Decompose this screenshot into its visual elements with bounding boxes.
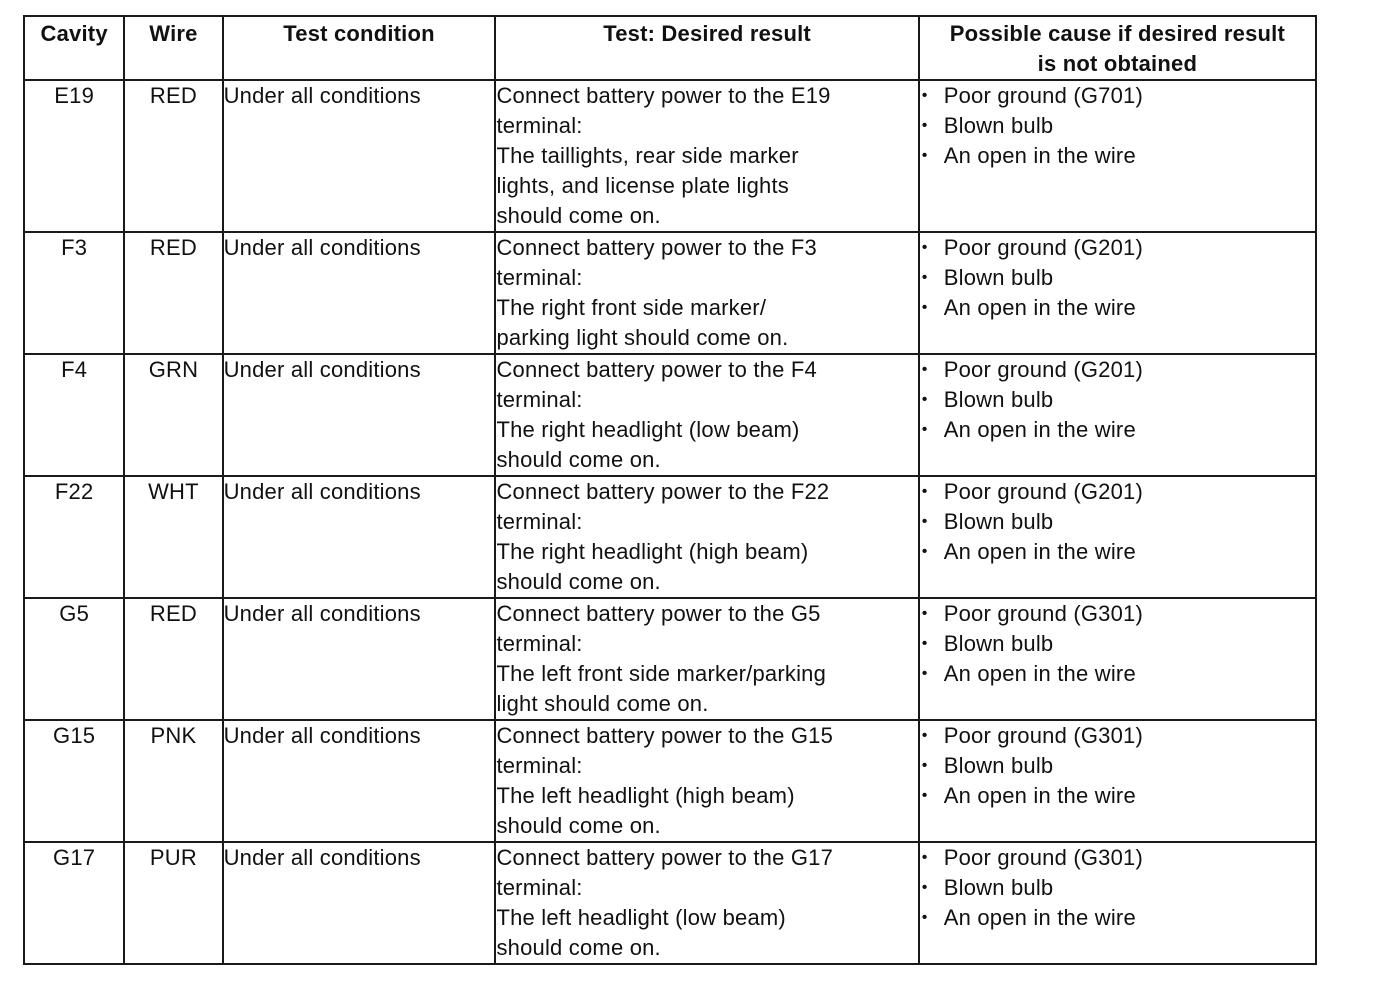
possible-cause-text: Blown bulb <box>943 631 1054 656</box>
table-row <box>24 80 1316 232</box>
bullet-icon: • <box>921 147 928 164</box>
bullet-icon: • <box>921 635 928 652</box>
bullet-icon: • <box>921 299 928 316</box>
bullet-icon: • <box>921 269 928 286</box>
bullet-icon: • <box>921 361 928 378</box>
possible-cause-text: An open in the wire <box>943 143 1136 168</box>
bullet-icon: • <box>921 513 928 530</box>
possible-cause-cell <box>919 598 1316 720</box>
possible-cause-item <box>920 263 1315 293</box>
desired-result-line: should come on. <box>496 203 661 228</box>
bullet-icon: • <box>921 87 928 104</box>
possible-cause-list <box>920 721 1315 811</box>
table-row <box>24 598 1316 720</box>
desired-result-line: terminal: <box>496 875 583 900</box>
possible-cause-text: An open in the wire <box>943 905 1136 930</box>
desired-result-line: terminal: <box>496 631 583 656</box>
desired-result-cell <box>495 476 918 598</box>
wire-cell: PNK <box>124 720 222 842</box>
possible-cause-item <box>920 781 1315 811</box>
possible-cause-item <box>920 873 1315 903</box>
desired-result-line: Connect battery power to the F3 <box>496 235 817 260</box>
test-table-sheet <box>23 15 1317 965</box>
header-desired-result: Test: Desired result <box>495 16 918 80</box>
possible-cause-item <box>920 751 1315 781</box>
desired-result-line: should come on. <box>496 935 661 960</box>
desired-result-line: The left headlight (high beam) <box>496 783 795 808</box>
table-row <box>24 720 1316 842</box>
possible-cause-cell <box>919 354 1316 476</box>
cavity-cell: G5 <box>24 598 124 720</box>
bullet-icon: • <box>921 543 928 560</box>
possible-cause-item <box>920 629 1315 659</box>
table-row <box>24 476 1316 598</box>
possible-cause-list <box>920 843 1315 933</box>
desired-result-line: Connect battery power to the E19 <box>496 83 831 108</box>
possible-cause-text: Poor ground (G301) <box>943 723 1144 748</box>
desired-result-cell <box>495 354 918 476</box>
possible-cause-cell <box>919 80 1316 232</box>
bullet-icon: • <box>921 483 928 500</box>
possible-cause-text: Poor ground (G201) <box>943 479 1144 504</box>
bullet-icon: • <box>921 239 928 256</box>
desired-result-cell <box>495 80 918 232</box>
possible-cause-text: Poor ground (G201) <box>943 357 1144 382</box>
header-cavity: Cavity <box>24 16 124 80</box>
bullet-icon: • <box>921 727 928 744</box>
possible-cause-text: Poor ground (G701) <box>943 83 1144 108</box>
possible-cause-text: Poor ground (G301) <box>943 845 1144 870</box>
desired-result-line: parking light should come on. <box>496 325 789 350</box>
desired-result-line: terminal: <box>496 753 583 778</box>
cavity-cell: F22 <box>24 476 124 598</box>
test-condition-cell: Under all conditions <box>223 232 496 354</box>
desired-result-line: Connect battery power to the F4 <box>496 357 817 382</box>
bullet-icon: • <box>921 117 928 134</box>
table-row <box>24 232 1316 354</box>
cavity-cell: G17 <box>24 842 124 964</box>
possible-cause-text: An open in the wire <box>943 295 1136 320</box>
header-possible-cause-line2: is not obtained <box>1037 51 1198 76</box>
desired-result-line: The taillights, rear side marker <box>496 143 799 168</box>
header-wire: Wire <box>124 16 222 80</box>
desired-result-line: lights, and license plate lights <box>496 173 790 198</box>
possible-cause-item <box>920 507 1315 537</box>
desired-result-line: light should come on. <box>496 691 709 716</box>
possible-cause-text: An open in the wire <box>943 783 1136 808</box>
desired-result-line: terminal: <box>496 113 583 138</box>
possible-cause-text: An open in the wire <box>943 539 1136 564</box>
test-condition-cell: Under all conditions <box>223 354 496 476</box>
bullet-icon: • <box>921 849 928 866</box>
desired-result-line: terminal: <box>496 387 583 412</box>
bullet-icon: • <box>921 757 928 774</box>
possible-cause-cell <box>919 720 1316 842</box>
bullet-icon: • <box>921 605 928 622</box>
bullet-icon: • <box>921 421 928 438</box>
cavity-cell: E19 <box>24 80 124 232</box>
wire-cell: RED <box>124 598 222 720</box>
possible-cause-item <box>920 385 1315 415</box>
desired-result-line: The right front side marker/ <box>496 295 767 320</box>
desired-result-line: The left front side marker/parking <box>496 661 827 686</box>
possible-cause-item <box>920 843 1315 873</box>
test-condition-cell: Under all conditions <box>223 598 496 720</box>
possible-cause-text: Blown bulb <box>943 509 1054 534</box>
wire-cell: GRN <box>124 354 222 476</box>
bullet-icon: • <box>921 879 928 896</box>
possible-cause-text: Blown bulb <box>943 113 1054 138</box>
possible-cause-item <box>920 355 1315 385</box>
desired-result-cell <box>495 842 918 964</box>
possible-cause-list <box>920 477 1315 567</box>
possible-cause-text: An open in the wire <box>943 417 1136 442</box>
possible-cause-text: Poor ground (G301) <box>943 601 1144 626</box>
possible-cause-text: Blown bulb <box>943 265 1054 290</box>
possible-cause-item <box>920 599 1315 629</box>
possible-cause-item <box>920 141 1315 171</box>
desired-result-line: should come on. <box>496 447 661 472</box>
possible-cause-list <box>920 233 1315 323</box>
desired-result-line: Connect battery power to the G15 <box>496 723 834 748</box>
bullet-icon: • <box>921 665 928 682</box>
possible-cause-item <box>920 81 1315 111</box>
table-row <box>24 354 1316 476</box>
possible-cause-text: Blown bulb <box>943 387 1054 412</box>
test-condition-cell: Under all conditions <box>223 476 496 598</box>
desired-result-cell <box>495 720 918 842</box>
possible-cause-item <box>920 233 1315 263</box>
desired-result-line: terminal: <box>496 509 583 534</box>
desired-result-line: should come on. <box>496 813 661 838</box>
desired-result-cell <box>495 232 918 354</box>
desired-result-line: The right headlight (low beam) <box>496 417 800 442</box>
possible-cause-item <box>920 659 1315 689</box>
possible-cause-list <box>920 355 1315 445</box>
possible-cause-list <box>920 81 1315 171</box>
wire-cell: PUR <box>124 842 222 964</box>
bullet-icon: • <box>921 391 928 408</box>
desired-result-line: Connect battery power to the F22 <box>496 479 830 504</box>
wire-cell: RED <box>124 232 222 354</box>
wire-cell: RED <box>124 80 222 232</box>
desired-result-cell <box>495 598 918 720</box>
possible-cause-item <box>920 111 1315 141</box>
desired-result-line: Connect battery power to the G17 <box>496 845 834 870</box>
desired-result-line: The right headlight (high beam) <box>496 539 809 564</box>
possible-cause-item <box>920 293 1315 323</box>
bullet-icon: • <box>921 787 928 804</box>
header-possible-cause-line1: Possible cause if desired result <box>949 21 1286 46</box>
test-condition-cell: Under all conditions <box>223 842 496 964</box>
test-condition-cell: Under all conditions <box>223 80 496 232</box>
cavity-cell: F4 <box>24 354 124 476</box>
bullet-icon: • <box>921 909 928 926</box>
cavity-cell: F3 <box>24 232 124 354</box>
desired-result-line: The left headlight (low beam) <box>496 905 786 930</box>
possible-cause-list <box>920 599 1315 689</box>
desired-result-line: terminal: <box>496 265 583 290</box>
desired-result-line: Connect battery power to the G5 <box>496 601 821 626</box>
header-test-condition: Test condition <box>223 16 496 80</box>
wire-cell: WHT <box>124 476 222 598</box>
possible-cause-cell <box>919 476 1316 598</box>
possible-cause-text: Blown bulb <box>943 875 1054 900</box>
possible-cause-item <box>920 415 1315 445</box>
possible-cause-item <box>920 477 1315 507</box>
possible-cause-item <box>920 537 1315 567</box>
connector-test-table <box>23 15 1317 965</box>
possible-cause-item <box>920 903 1315 933</box>
desired-result-line: should come on. <box>496 569 661 594</box>
possible-cause-cell <box>919 842 1316 964</box>
possible-cause-text: Poor ground (G201) <box>943 235 1144 260</box>
possible-cause-text: Blown bulb <box>943 753 1054 778</box>
table-body <box>24 80 1316 964</box>
possible-cause-item <box>920 721 1315 751</box>
header-row <box>24 16 1316 80</box>
possible-cause-cell <box>919 232 1316 354</box>
test-condition-cell: Under all conditions <box>223 720 496 842</box>
table-row <box>24 842 1316 964</box>
header-possible-cause <box>919 16 1316 80</box>
possible-cause-text: An open in the wire <box>943 661 1136 686</box>
cavity-cell: G15 <box>24 720 124 842</box>
